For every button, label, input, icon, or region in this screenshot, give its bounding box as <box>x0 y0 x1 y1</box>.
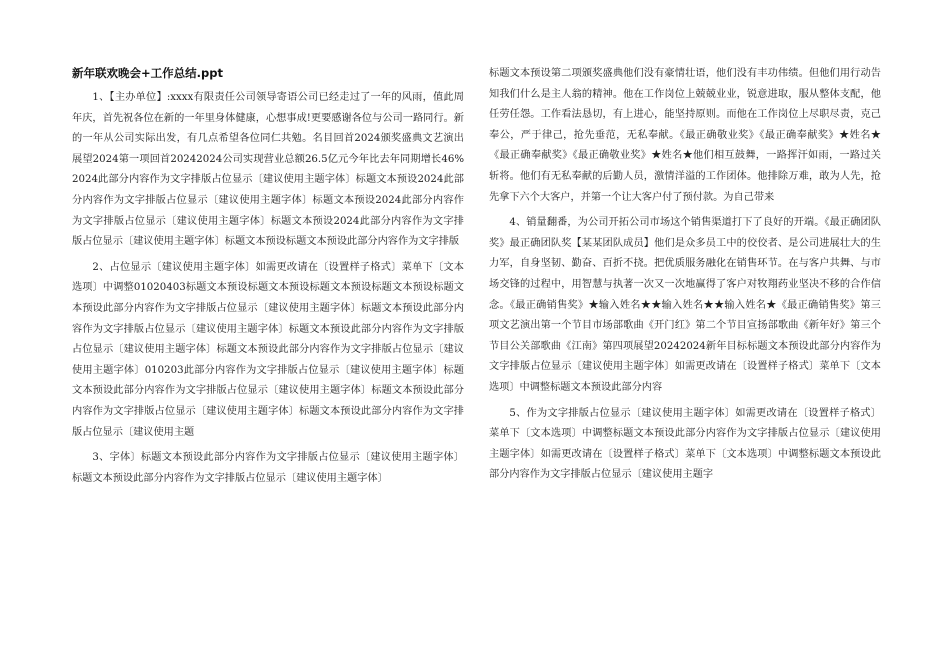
paragraph-1: 1、【主办单位】:xxxx有限责任公司领导寄语公司已经走过了一年的风雨，值此周年庆，首先祝各位在新的一年里身体健康，心想事成!更要感谢各位与公司一路同行。新的一年从公司实际出发，有几点希望各位同仁共勉。名目回首2024颁奖盛典文艺演出展望2024第一项回首20242024公司实现营业总额26.5亿元今年比去年同期增长46%2024此部分内容作为文字排版占位显示〔建议使用主题字体〕标题文本预设2024此部分内容作为文字排版占位显示〔建议使用主题字体〕标题文本预设2024此部分内容作为文字排版占位显示〔建议使用主题字体〕标题文本预设2024此部分内容作为文字排版占位显示〔建议使用主题字体〕标题文本预设标题文本预设此部分内容作为文字排版 <box>72 92 464 248</box>
paragraph-5: 5、作为文字排版占位显示〔建议使用主题字体〕如需更改请在〔设置样子格式〕菜单下〔文本选项〕中调整标题文本预设此部分内容作为文字排版占位显示〔建议使用主题字体〕如需更改请在〔设置样子格式〕菜单下〔文本选项〕中调整标题文本预设此部分内容作为文字排版占位显示〔建议使用主题字 <box>489 407 881 481</box>
paragraph-4: 4、销量翻番，为公司开拓公司市场这个销售渠道打下了良好的开端。《最正确团队奖》最正确团队奖【某某团队成员】他们是众多员工中的佼佼者、是公司进展壮大的生力军，自身坚韧、勤奋、百折不挠。把优质服务融化在销售环节。在与客户共舞、与市场交锋的过程中，用智慧与执著一次又一次地赢得了客户对牧翔药业坚决不移的合作信念。《最正确销售奖》★输入姓名★★输入姓名★★输入姓名★《最正确销售奖》第三项文艺演出第一个节目市场部歌曲《开门红》第二个节目宣扬部歌曲《新年好》第三个节目公关部歌曲《江南》第四项展望20242024新年目标标题文本预设此部分内容作为文字排版占位显示〔建议使用主题字体〕如需更改请在〔设置样子格式〕菜单下〔文本选项〕中调整标题文本预设此部分内容 <box>489 217 881 393</box>
right-column <box>489 64 881 491</box>
paragraph-3: 3、字体〕标题文本预设此部分内容作为文字排版占位显示〔建议使用主题字体〕标题文本预设此部分内容作为文字排版占位显示〔建议使用主题字体〕 <box>72 452 464 484</box>
document-title: 新年联欢晚会+工作总结.ppt <box>72 66 223 80</box>
paragraph-continuation: 标题文本预设第二项颁奖盛典他们没有豪情壮语，他们没有丰功伟绩。但他们用行动告知我们什么是主人翁的精神。他在工作岗位上兢兢业业，锐意进取，服从整体支配，他任劳任怨。工作看法恳切，有上进心，能坚持原则。而他在工作岗位上尽职尽责，克己奉公，严于律己，抢先垂范，无私奉献。《最正确敬业奖》《最正确奉献奖》★姓名★《最正确奉献奖》《最正确敬业奖》★姓名★他们相互鼓舞，一路挥汗如雨，一路过关斩将。他们有无私奉献的后勤人员，激情洋溢的工作团体。他排除万难，敢为人先，抢先拿下六个大客户，并第一个让大客户付了预付款。为自己带来 <box>489 68 881 203</box>
left-column <box>72 64 464 494</box>
paragraph-2: 2、占位显示〔建议使用主题字体〕如需更改请在〔设置样子格式〕菜单下〔文本选项〕中调整01020403标题文本预设标题文本预设标题文本预设标题文本预设标题文本预设此部分内容作为文字排版占位显示〔建议使用主题字体〕标题文本预设此部分内容作为文字排版占位显示〔建议使用主题字体〕标题文本预设此部分内容作为文字排版占位显示〔建议使用主题字体〕标题文本预设此部分内容作为文字排版占位显示〔建议使用主题字体〕010203此部分内容作为文字排版占位显示〔建议使用主题字体〕标题文本预设此部分内容作为文字排版占位显示〔建议使用主题字体〕标题文本预设此部分内容作为文字排版占位显示〔建议使用主题字体〕标题文本预设此部分内容作为文字排版占位显示〔建议使用主题 <box>72 261 464 438</box>
